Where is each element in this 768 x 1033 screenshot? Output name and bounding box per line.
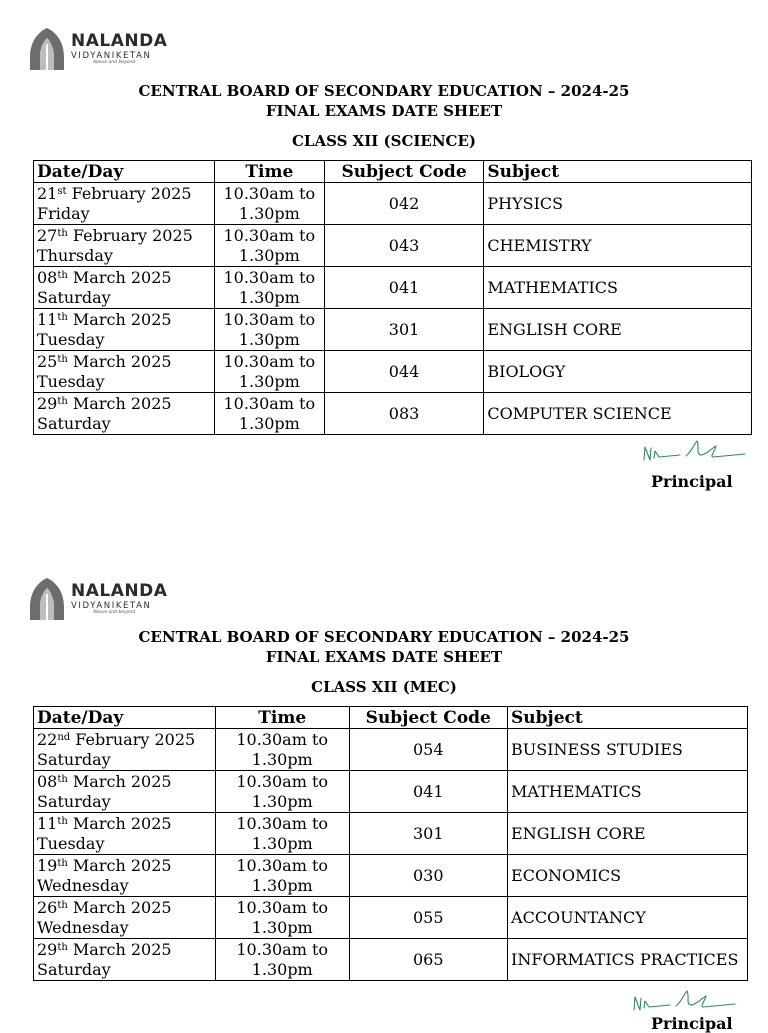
subject-code-cell: 044 [324,351,484,393]
weekday: Wednesday [37,875,129,895]
time-start: 10.30am to [223,267,316,287]
weekday: Saturday [37,791,111,811]
sheet-title: FINAL EXAMS DATE SHEET [265,102,503,120]
subject-code-cell: 065 [349,939,507,981]
time-cell [214,267,324,309]
table-header-row [34,161,752,183]
header-date-day: Date/Day [34,707,216,729]
date-cell [34,855,216,897]
date-day: 08 [37,267,58,287]
date-day: 21 [37,183,58,203]
time-cell [214,393,324,435]
time-start: 10.30am to [236,897,329,917]
date-day: 19 [37,855,58,875]
date-suffix: th [57,227,68,239]
date-day: 29 [37,939,58,959]
time-start: 10.30am to [223,351,316,371]
date-cell [34,267,215,309]
weekday: Saturday [37,287,111,307]
time-end: 1.30pm [238,245,300,265]
header-date-day: Date/Day [34,161,215,183]
date-cell [34,939,216,981]
subject-cell: ENGLISH CORE [484,309,752,351]
date-suffix: st [57,185,67,197]
subject-cell: ECONOMICS [508,855,748,897]
principal-label: Principal [651,1014,733,1033]
weekday: Thursday [37,245,113,265]
time-end: 1.30pm [238,371,300,391]
date-suffix: th [57,395,68,407]
date-day: 26 [37,897,58,917]
time-cell [215,897,349,939]
date-sheet-table [33,160,752,435]
logo-tagline: Above and beyond [93,60,136,65]
time-end: 1.30pm [251,917,313,937]
time-start: 10.30am to [236,771,329,791]
header-subject-code: Subject Code [324,161,484,183]
date-month-year: March 2025 [67,897,172,917]
table-row [34,267,752,309]
principal-signature [640,438,748,464]
time-cell [215,729,349,771]
time-start: 10.30am to [223,309,316,329]
date-month-year: March 2025 [67,393,172,413]
time-start: 10.30am to [236,729,329,749]
table-row [34,813,748,855]
class-title: CLASS XII (MEC) [311,678,457,696]
table-row [34,183,752,225]
subject-code-cell: 055 [349,897,507,939]
logo-name: NALANDA [71,30,168,51]
sheet-title: FINAL EXAMS DATE SHEET [265,648,503,666]
subject-cell: BIOLOGY [484,351,752,393]
time-start: 10.30am to [236,855,329,875]
time-cell [214,309,324,351]
weekday: Tuesday [37,371,105,391]
subject-code-cell: 041 [324,267,484,309]
date-month-year: February 2025 [70,729,196,749]
time-end: 1.30pm [238,329,300,349]
date-month-year: March 2025 [67,813,172,833]
table-row [34,225,752,267]
date-month-year: February 2025 [67,225,193,245]
principal-signature [630,988,738,1014]
date-month-year: March 2025 [67,309,172,329]
subject-code-cell: 030 [349,855,507,897]
class-title: CLASS XII (SCIENCE) [291,132,477,150]
date-suffix: th [57,311,68,323]
date-suffix: th [57,899,68,911]
time-start: 10.30am to [223,183,316,203]
date-day: 11 [37,813,58,833]
school-emblem-icon [27,27,67,71]
board-heading: CENTRAL BOARD OF SECONDARY EDUCATION – 2024-25 [138,628,630,646]
school-logo [27,577,167,621]
logo-subname: VIDYANIKETAN [71,50,152,61]
date-cell [34,393,215,435]
time-cell [215,855,349,897]
date-cell [34,183,215,225]
time-end: 1.30pm [251,791,313,811]
date-suffix: th [57,269,68,281]
date-cell [34,225,215,267]
time-cell [214,225,324,267]
date-sheet-table [33,706,748,981]
logo-tagline: Above and beyond [93,610,136,615]
subject-cell: CHEMISTRY [484,225,752,267]
date-cell [34,729,216,771]
subject-cell: COMPUTER SCIENCE [484,393,752,435]
subject-cell: BUSINESS STUDIES [508,729,748,771]
date-suffix: th [57,353,68,365]
subject-code-cell: 083 [324,393,484,435]
date-day: 27 [37,225,58,245]
school-logo [27,27,167,71]
time-end: 1.30pm [238,413,300,433]
subject-code-cell: 042 [324,183,484,225]
time-start: 10.30am to [236,813,329,833]
subject-code-cell: 043 [324,225,484,267]
time-end: 1.30pm [238,287,300,307]
date-cell [34,897,216,939]
date-day: 29 [37,393,58,413]
subject-cell: INFORMATICS PRACTICES [508,939,748,981]
date-cell [34,771,216,813]
table-row [34,309,752,351]
table-row [34,729,748,771]
school-emblem-icon [27,577,67,621]
weekday: Saturday [37,959,111,979]
date-sheet-science [0,0,768,500]
table-row [34,771,748,813]
subject-code-cell: 301 [349,813,507,855]
header-time: Time [214,161,324,183]
subject-cell: ACCOUNTANCY [508,897,748,939]
table-row [34,855,748,897]
date-day: 08 [37,771,58,791]
date-month-year: February 2025 [66,183,192,203]
weekday: Saturday [37,749,111,769]
subject-cell: PHYSICS [484,183,752,225]
date-month-year: March 2025 [67,771,172,791]
date-suffix: th [57,857,68,869]
subject-cell: MATHEMATICS [484,267,752,309]
time-start: 10.30am to [236,939,329,959]
time-cell [215,771,349,813]
time-end: 1.30pm [251,833,313,853]
subject-code-cell: 041 [349,771,507,813]
logo-subname: VIDYANIKETAN [71,600,152,611]
subject-code-cell: 301 [324,309,484,351]
date-cell [34,813,216,855]
time-end: 1.30pm [251,959,313,979]
header-time: Time [215,707,349,729]
table-row [34,939,748,981]
header-subject: Subject [484,161,752,183]
date-day: 11 [37,309,58,329]
weekday: Wednesday [37,917,129,937]
principal-label: Principal [651,472,733,491]
date-day: 25 [37,351,58,371]
weekday: Friday [37,203,90,223]
date-month-year: March 2025 [67,351,172,371]
time-cell [214,351,324,393]
table-row [34,393,752,435]
date-suffix: nd [57,731,71,743]
time-end: 1.30pm [251,749,313,769]
date-suffix: th [57,815,68,827]
date-cell [34,309,215,351]
date-sheet-mec [0,546,768,1033]
board-heading: CENTRAL BOARD OF SECONDARY EDUCATION – 2024-25 [138,82,630,100]
weekday: Tuesday [37,329,105,349]
subject-cell: ENGLISH CORE [508,813,748,855]
table-header-row [34,707,748,729]
header-subject-code: Subject Code [349,707,507,729]
date-month-year: March 2025 [67,855,172,875]
subject-code-cell: 054 [349,729,507,771]
weekday: Tuesday [37,833,105,853]
date-suffix: th [57,773,68,785]
logo-name: NALANDA [71,580,168,601]
time-cell [215,939,349,981]
time-cell [215,813,349,855]
date-cell [34,351,215,393]
date-day: 22 [37,729,58,749]
date-month-year: March 2025 [67,267,172,287]
time-start: 10.30am to [223,225,316,245]
time-start: 10.30am to [223,393,316,413]
table-row [34,897,748,939]
table-row [34,351,752,393]
time-cell [214,183,324,225]
header-subject: Subject [508,707,748,729]
weekday: Saturday [37,413,111,433]
time-end: 1.30pm [251,875,313,895]
date-month-year: March 2025 [67,939,172,959]
subject-cell: MATHEMATICS [508,771,748,813]
time-end: 1.30pm [238,203,300,223]
date-suffix: th [57,941,68,953]
